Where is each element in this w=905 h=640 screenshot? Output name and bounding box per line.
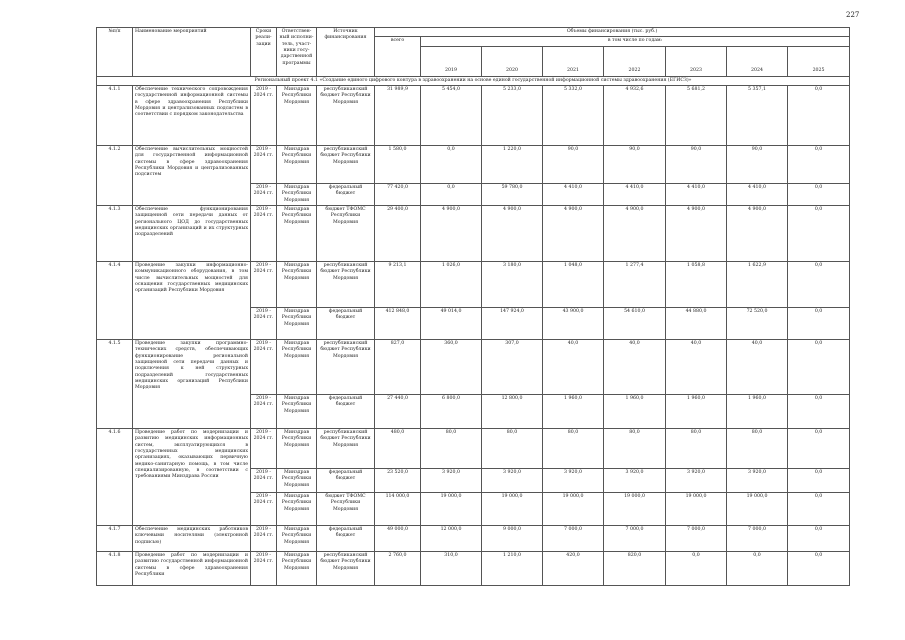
funding-source: федеральный бюджет bbox=[317, 184, 375, 206]
row-number: 4.1.4 bbox=[97, 262, 133, 340]
year-amount-2021: 40,0 bbox=[543, 340, 604, 395]
year-amount-2021: 80,0 bbox=[543, 429, 604, 469]
year-amount-2020: 3 920,0 bbox=[482, 469, 543, 493]
executor: Минздрав Республики Мордовия bbox=[277, 395, 317, 429]
year-amount-2022: 40,0 bbox=[604, 340, 666, 395]
year-amount-2022: 80,0 bbox=[604, 429, 666, 469]
measure-name: Обеспечение вычислительных мощностей для государственной информационной системы в сфере здравоохранения Республики Мордовия и централизованных подсистем bbox=[133, 146, 251, 206]
year-amount-2023: 40,0 bbox=[666, 340, 727, 395]
year-amount-2021: 5 332,0 bbox=[543, 86, 604, 146]
year-amount-2023: 1 058,8 bbox=[666, 262, 727, 308]
year-amount-2022: 4 900,0 bbox=[604, 206, 666, 262]
year-amount-2022: 4 410,0 bbox=[604, 184, 666, 206]
header-year-2024: 2024 bbox=[727, 46, 788, 76]
year-amount-2019: 5 454,0 bbox=[421, 86, 482, 146]
row-number: 4.1.2 bbox=[97, 146, 133, 206]
header-total: всего bbox=[375, 37, 421, 76]
year-amount-2019: 49 014,0 bbox=[421, 308, 482, 340]
term: 2019 - 2024 гг. bbox=[251, 395, 277, 429]
year-amount-2019: 12 000,0 bbox=[421, 526, 482, 552]
total-amount: 77 420,0 bbox=[375, 184, 421, 206]
year-amount-2025: 0,0 bbox=[788, 262, 850, 308]
header-name: Наименование мероприятий bbox=[133, 28, 251, 77]
total-amount: 412 848,0 bbox=[375, 308, 421, 340]
year-amount-2023: 7 000,0 bbox=[666, 526, 727, 552]
year-amount-2022: 7 000,0 bbox=[604, 526, 666, 552]
measure-name: Обеспечение технического сопровождения государственной информационной системы в сфере здравоохранения Республики Мордовия и централизованных подсистем в соответствии с порядком законодательства bbox=[133, 86, 251, 146]
year-amount-2020: 147 924,0 bbox=[482, 308, 543, 340]
year-amount-2025: 0,0 bbox=[788, 493, 850, 526]
header-executor: Ответствен-ный исполни-тель, участ-ники госу-дарственной программы bbox=[277, 28, 317, 77]
term: 2019 - 2024 гг. bbox=[251, 184, 277, 206]
term: 2019 - 2024 гг. bbox=[251, 429, 277, 469]
year-amount-2021: 1 960,0 bbox=[543, 395, 604, 429]
total-amount: 114 000,0 bbox=[375, 493, 421, 526]
table-row bbox=[97, 86, 850, 146]
year-amount-2022: 820,0 bbox=[604, 552, 666, 586]
measure-name: Проведение закупки программно-технических средств, обеспечивающих функционирование региональной защищенной сети передачи данных и подключения к ней структурных подразделений государственных медицинских организаций Республики Мордовия bbox=[133, 340, 251, 429]
year-amount-2025: 0,0 bbox=[788, 86, 850, 146]
term: 2019 - 2024 гг. bbox=[251, 146, 277, 184]
header-row bbox=[97, 28, 850, 37]
financing-table bbox=[96, 27, 850, 586]
total-amount: 27 440,0 bbox=[375, 395, 421, 429]
year-amount-2021: 4 900,0 bbox=[543, 206, 604, 262]
executor: Минздрав Республики Мордовия bbox=[277, 262, 317, 308]
table-row bbox=[97, 146, 850, 184]
total-amount: 29 400,0 bbox=[375, 206, 421, 262]
year-amount-2024: 1 960,0 bbox=[727, 395, 788, 429]
header-year-2020: 2020 bbox=[482, 46, 543, 76]
table-row bbox=[97, 552, 850, 586]
year-amount-2020: 1 220,0 bbox=[482, 146, 543, 184]
year-amount-2023: 0,0 bbox=[666, 552, 727, 586]
header-year-2019: 2019 bbox=[421, 46, 482, 76]
funding-source: республиканский бюджет Республики Мордовия bbox=[317, 262, 375, 308]
year-amount-2022: 19 000,0 bbox=[604, 493, 666, 526]
year-amount-2023: 5 681,2 bbox=[666, 86, 727, 146]
year-amount-2020: 1 210,0 bbox=[482, 552, 543, 586]
year-amount-2022: 3 920,0 bbox=[604, 469, 666, 493]
year-amount-2019: 0,0 bbox=[421, 146, 482, 184]
year-amount-2024: 7 000,0 bbox=[727, 526, 788, 552]
term: 2019 - 2024 гг. bbox=[251, 86, 277, 146]
year-amount-2024: 4 410,0 bbox=[727, 184, 788, 206]
funding-source: республиканский бюджет Республики Мордовия bbox=[317, 552, 375, 586]
measure-name: Проведение закупки информационно-коммуникационного оборудования, в том числе вычислительных мощностей для оснащения государственных медицинских организаций Республики Мордовия bbox=[133, 262, 251, 340]
year-amount-2020: 80,0 bbox=[482, 429, 543, 469]
year-amount-2021: 90,0 bbox=[543, 146, 604, 184]
measure-name: Обеспечение медицинских работников ключевыми носителями (электронной подписью) bbox=[133, 526, 251, 552]
term: 2019 - 2024 гг. bbox=[251, 340, 277, 395]
total-amount: 31 989,9 bbox=[375, 86, 421, 146]
funding-source: федеральный бюджет bbox=[317, 526, 375, 552]
funding-source: республиканский бюджет Республики Мордовия bbox=[317, 340, 375, 395]
year-amount-2023: 1 960,0 bbox=[666, 395, 727, 429]
measure-name: Проведение работ по модернизации и развитию государственной информационной системы в сфере здравоохранения Республики bbox=[133, 552, 251, 586]
term: 2019 - 2024 гг. bbox=[251, 526, 277, 552]
term: 2019 - 2024 гг. bbox=[251, 308, 277, 340]
year-amount-2024: 5 357,1 bbox=[727, 86, 788, 146]
header-year-2022: 2022 bbox=[604, 46, 666, 76]
year-amount-2020: 307,0 bbox=[482, 340, 543, 395]
executor: Минздрав Республики Мордовия bbox=[277, 469, 317, 493]
year-amount-2025: 0,0 bbox=[788, 429, 850, 469]
year-amount-2024: 4 900,0 bbox=[727, 206, 788, 262]
funding-source: бюджет ТФОМС Республики Мордовия bbox=[317, 206, 375, 262]
table-row bbox=[97, 429, 850, 469]
year-amount-2025: 0,0 bbox=[788, 146, 850, 184]
executor: Минздрав Республики Мордовия bbox=[277, 86, 317, 146]
year-amount-2024: 1 622,9 bbox=[727, 262, 788, 308]
row-number: 4.1.3 bbox=[97, 206, 133, 262]
year-amount-2025: 0,0 bbox=[788, 395, 850, 429]
row-number: 4.1.5 bbox=[97, 340, 133, 429]
year-amount-2019: 3 920,0 bbox=[421, 469, 482, 493]
total-amount: 827,0 bbox=[375, 340, 421, 395]
year-amount-2023: 19 000,0 bbox=[666, 493, 727, 526]
funding-source: республиканский бюджет Республики Мордовия bbox=[317, 429, 375, 469]
year-amount-2025: 0,0 bbox=[788, 206, 850, 262]
executor: Минздрав Республики Мордовия bbox=[277, 493, 317, 526]
table-row bbox=[97, 526, 850, 552]
funding-source: республиканский бюджет Республики Мордовия bbox=[317, 146, 375, 184]
year-amount-2024: 3 920,0 bbox=[727, 469, 788, 493]
year-amount-2021: 4 410,0 bbox=[543, 184, 604, 206]
term: 2019 - 2024 гг. bbox=[251, 262, 277, 308]
page-number: 227 bbox=[846, 11, 860, 19]
year-amount-2019: 310,0 bbox=[421, 552, 482, 586]
total-amount: 9 213,1 bbox=[375, 262, 421, 308]
header-source: Источник финансирования bbox=[317, 28, 375, 77]
year-amount-2025: 0,0 bbox=[788, 552, 850, 586]
table-row bbox=[97, 206, 850, 262]
year-amount-2025: 0,0 bbox=[788, 469, 850, 493]
year-amount-2022: 1 960,0 bbox=[604, 395, 666, 429]
year-amount-2019: 0,0 bbox=[421, 184, 482, 206]
year-amount-2019: 19 000,0 bbox=[421, 493, 482, 526]
total-amount: 49 000,0 bbox=[375, 526, 421, 552]
year-amount-2019: 80,0 bbox=[421, 429, 482, 469]
year-amount-2024: 40,0 bbox=[727, 340, 788, 395]
section-row bbox=[97, 76, 850, 85]
header-year-2025: 2025 bbox=[788, 46, 850, 76]
year-amount-2021: 420,0 bbox=[543, 552, 604, 586]
year-amount-2021: 3 920,0 bbox=[543, 469, 604, 493]
header-by-years: в том числе по годам: bbox=[421, 37, 850, 46]
year-amount-2021: 43 900,0 bbox=[543, 308, 604, 340]
table-row bbox=[97, 262, 850, 308]
term: 2019 - 2024 гг. bbox=[251, 493, 277, 526]
header-term: Сроки реали-зации bbox=[251, 28, 277, 77]
total-amount: 2 760,0 bbox=[375, 552, 421, 586]
year-amount-2021: 19 000,0 bbox=[543, 493, 604, 526]
year-amount-2020: 5 233,0 bbox=[482, 86, 543, 146]
year-amount-2024: 80,0 bbox=[727, 429, 788, 469]
row-number: 4.1.8 bbox=[97, 552, 133, 586]
year-amount-2020: 3 180,0 bbox=[482, 262, 543, 308]
year-amount-2020: 4 900,0 bbox=[482, 206, 543, 262]
total-amount: 480,0 bbox=[375, 429, 421, 469]
executor: Минздрав Республики Мордовия bbox=[277, 146, 317, 184]
funding-source: республиканский бюджет Республики Мордовия bbox=[317, 86, 375, 146]
year-amount-2021: 1 048,0 bbox=[543, 262, 604, 308]
total-amount: 23 520,0 bbox=[375, 469, 421, 493]
table-row bbox=[97, 340, 850, 395]
header-num: №п/п bbox=[97, 28, 133, 77]
executor: Минздрав Республики Мордовия bbox=[277, 184, 317, 206]
year-amount-2025: 0,0 bbox=[788, 526, 850, 552]
header-volumes: Объемы финансирования (тыс. руб.) bbox=[375, 28, 850, 37]
year-amount-2023: 3 920,0 bbox=[666, 469, 727, 493]
year-amount-2024: 90,0 bbox=[727, 146, 788, 184]
year-amount-2020: 9 000,0 bbox=[482, 526, 543, 552]
term: 2019 - 2024 гг. bbox=[251, 469, 277, 493]
funding-source: федеральный бюджет bbox=[317, 308, 375, 340]
funding-source: федеральный бюджет bbox=[317, 395, 375, 429]
executor: Минздрав Республики Мордовия bbox=[277, 526, 317, 552]
measure-name: Проведение работ по модернизации и развитию медицинских информационных систем, эксплуатирующихся в государственных медицинских организациях, оказывающих первичную медико-санитарную помощь, в том числе специализированную, в соответствии с требованиями Минздрава России bbox=[133, 429, 251, 526]
year-amount-2023: 44 880,0 bbox=[666, 308, 727, 340]
year-amount-2022: 54 610,0 bbox=[604, 308, 666, 340]
year-amount-2022: 1 277,4 bbox=[604, 262, 666, 308]
row-number: 4.1.6 bbox=[97, 429, 133, 526]
year-amount-2024: 19 000,0 bbox=[727, 493, 788, 526]
year-amount-2019: 1 026,0 bbox=[421, 262, 482, 308]
section-title: Региональный проект 4.1 «Создание единого цифрового контура в здравоохранении на основе единой государственной информационной системы здравоохранения (ЕГИСЗ)» bbox=[97, 76, 850, 85]
year-amount-2020: 12 800,0 bbox=[482, 395, 543, 429]
year-amount-2023: 4 900,0 bbox=[666, 206, 727, 262]
year-amount-2023: 80,0 bbox=[666, 429, 727, 469]
year-amount-2022: 90,0 bbox=[604, 146, 666, 184]
header-year-2023: 2023 bbox=[666, 46, 727, 76]
executor: Минздрав Республики Мордовия bbox=[277, 429, 317, 469]
year-amount-2019: 6 800,0 bbox=[421, 395, 482, 429]
executor: Минздрав Республики Мордовия bbox=[277, 308, 317, 340]
year-amount-2025: 0,0 bbox=[788, 184, 850, 206]
funding-source: бюджет ТФОМС Республики Мордовия bbox=[317, 493, 375, 526]
row-number: 4.1.1 bbox=[97, 86, 133, 146]
executor: Минздрав Республики Мордовия bbox=[277, 340, 317, 395]
executor: Минздрав Республики Мордовия bbox=[277, 206, 317, 262]
year-amount-2020: 19 000,0 bbox=[482, 493, 543, 526]
term: 2019 - 2024 гг. bbox=[251, 206, 277, 262]
year-amount-2023: 4 410,0 bbox=[666, 184, 727, 206]
header-year-2021: 2021 bbox=[543, 46, 604, 76]
year-amount-2022: 4 932,6 bbox=[604, 86, 666, 146]
executor: Минздрав Республики Мордовия bbox=[277, 552, 317, 586]
term: 2019 - 2024 гг. bbox=[251, 552, 277, 586]
year-amount-2025: 0,0 bbox=[788, 340, 850, 395]
year-amount-2019: 4 900,0 bbox=[421, 206, 482, 262]
funding-source: федеральный бюджет bbox=[317, 469, 375, 493]
year-amount-2020: 59 780,0 bbox=[482, 184, 543, 206]
row-number: 4.1.7 bbox=[97, 526, 133, 552]
year-amount-2023: 90,0 bbox=[666, 146, 727, 184]
year-amount-2024: 72 520,0 bbox=[727, 308, 788, 340]
measure-name: Обеспечение функционирования защищенной сети передачи данных от регионального ЦОД до государственных медицинских организаций и их структурных подразделений bbox=[133, 206, 251, 262]
total-amount: 1 580,0 bbox=[375, 146, 421, 184]
year-amount-2025: 0,0 bbox=[788, 308, 850, 340]
year-amount-2024: 0,0 bbox=[727, 552, 788, 586]
year-amount-2019: 360,0 bbox=[421, 340, 482, 395]
year-amount-2021: 7 000,0 bbox=[543, 526, 604, 552]
